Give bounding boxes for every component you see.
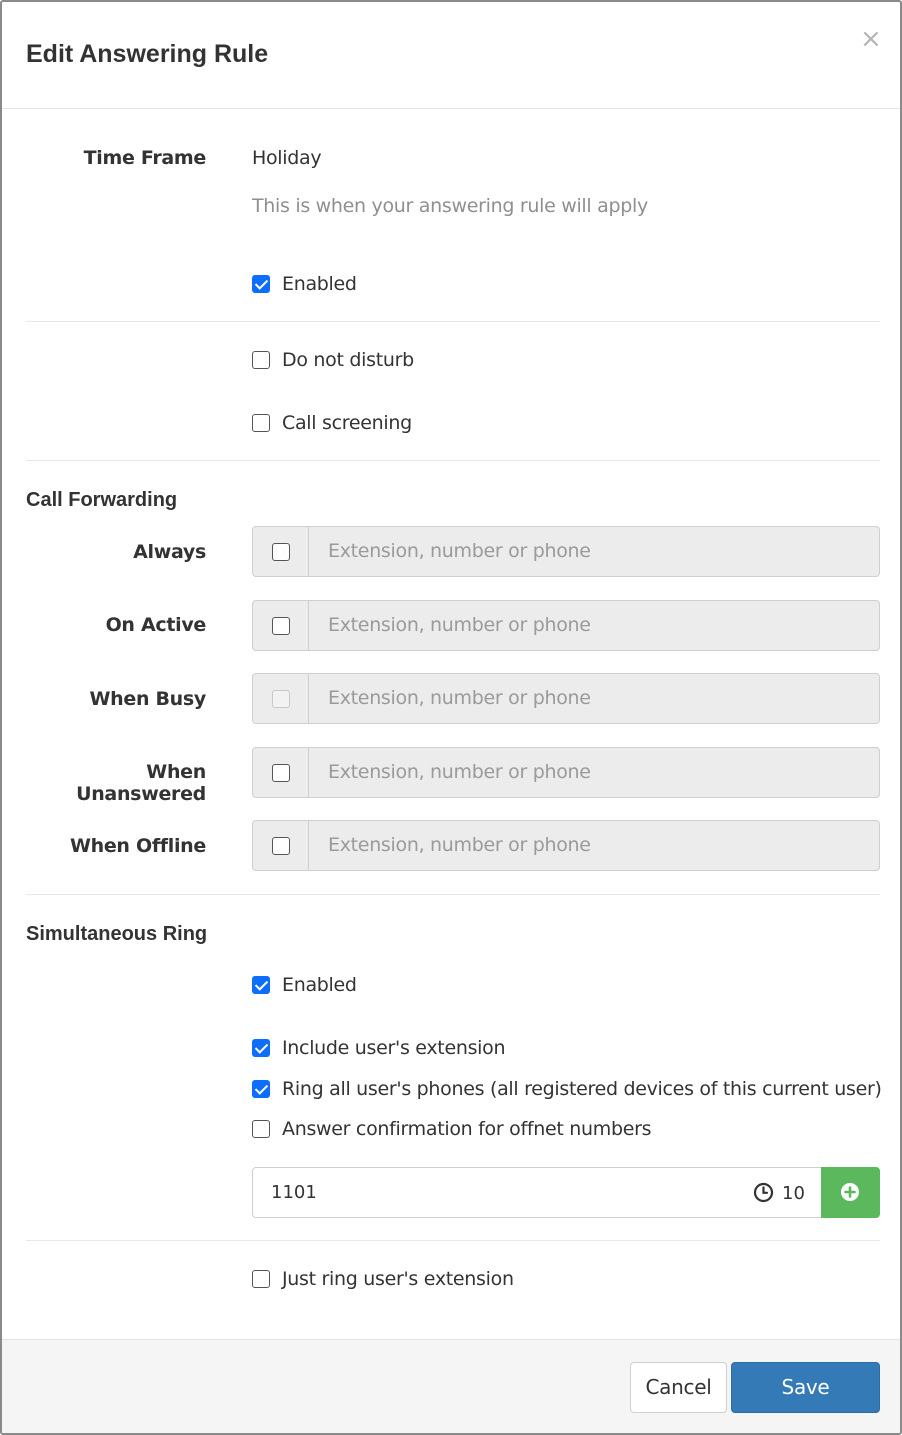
answer-confirmation-label: Answer confirmation for offnet numbers <box>282 1118 652 1140</box>
forward-when-busy-label: When Busy <box>89 688 206 710</box>
forward-when-offline-checkbox[interactable] <box>272 837 290 855</box>
time-frame-enabled-label: Enabled <box>282 273 357 295</box>
just-ring-extension-checkbox[interactable] <box>252 1270 270 1288</box>
divider <box>26 460 880 461</box>
do-not-disturb-label: Do not disturb <box>282 349 414 371</box>
answer-confirmation-checkbox[interactable] <box>252 1120 270 1138</box>
sim-ring-enabled-label: Enabled <box>282 974 357 996</box>
just-ring-extension-label: Just ring user's extension <box>282 1268 514 1290</box>
close-icon[interactable]: × <box>860 24 882 54</box>
add-sim-ring-button[interactable] <box>821 1167 880 1218</box>
forward-when-unanswered-group <box>252 747 880 798</box>
ring-all-phones-label: Ring all user's phones (all registered devices of this current user) <box>282 1078 882 1100</box>
sim-ring-number-input[interactable] <box>252 1167 736 1218</box>
call-forwarding-heading: Call Forwarding <box>26 489 178 511</box>
forward-when-busy-checkbox <box>272 690 290 708</box>
forward-always-input[interactable]: Extension, number or phone <box>328 540 591 562</box>
forward-on-active-addon <box>253 601 309 650</box>
forward-on-active-group <box>252 600 880 651</box>
cancel-button[interactable]: Cancel <box>630 1362 727 1413</box>
include-extension-label: Include user's extension <box>282 1037 506 1059</box>
dialog-header <box>2 2 900 109</box>
forward-when-unanswered-addon <box>253 748 309 797</box>
forward-when-unanswered-label: When Unanswered <box>76 761 206 805</box>
forward-always-label: Always <box>133 541 206 563</box>
forward-on-active-checkbox[interactable] <box>272 617 290 635</box>
dialog-title: Edit Answering Rule <box>26 40 269 68</box>
forward-when-offline-group <box>252 820 880 871</box>
divider <box>26 894 880 895</box>
forward-when-unanswered-checkbox[interactable] <box>272 764 290 782</box>
simultaneous-ring-heading: Simultaneous Ring <box>26 923 208 945</box>
save-button[interactable]: Save <box>731 1362 880 1413</box>
forward-when-offline-label: When Offline <box>69 835 206 857</box>
forward-when-busy-addon <box>253 674 309 723</box>
forward-when-unanswered-input[interactable]: Extension, number or phone <box>328 761 591 783</box>
sim-ring-delay-value: 10 <box>782 1183 805 1204</box>
sim-ring-number-value: 1101 <box>271 1182 317 1203</box>
do-not-disturb-checkbox[interactable] <box>252 351 270 369</box>
forward-when-busy-input[interactable]: Extension, number or phone <box>328 687 591 709</box>
forward-when-busy-group <box>252 673 880 724</box>
forward-always-checkbox[interactable] <box>272 543 290 561</box>
include-extension-checkbox[interactable] <box>252 1039 270 1057</box>
sim-ring-enabled-checkbox[interactable] <box>252 976 270 994</box>
ring-all-phones-checkbox[interactable] <box>252 1080 270 1098</box>
forward-on-active-label: On Active <box>105 614 206 636</box>
forward-when-offline-input[interactable]: Extension, number or phone <box>328 834 591 856</box>
divider <box>26 1240 880 1241</box>
forward-always-addon <box>253 527 309 576</box>
time-frame-enabled-checkbox[interactable] <box>252 275 270 293</box>
forward-on-active-input[interactable]: Extension, number or phone <box>328 614 591 636</box>
time-frame-value: Holiday <box>252 147 322 169</box>
plus-circle-icon <box>840 1182 860 1202</box>
time-frame-help: This is when your answering rule will apply <box>252 195 648 217</box>
clock-icon <box>753 1182 774 1203</box>
sim-ring-delay-field[interactable] <box>735 1167 822 1218</box>
call-screening-label: Call screening <box>282 412 412 434</box>
time-frame-label: Time Frame <box>83 147 206 169</box>
divider <box>26 321 880 322</box>
call-screening-checkbox[interactable] <box>252 414 270 432</box>
forward-always-group <box>252 526 880 577</box>
forward-when-offline-addon <box>253 821 309 870</box>
